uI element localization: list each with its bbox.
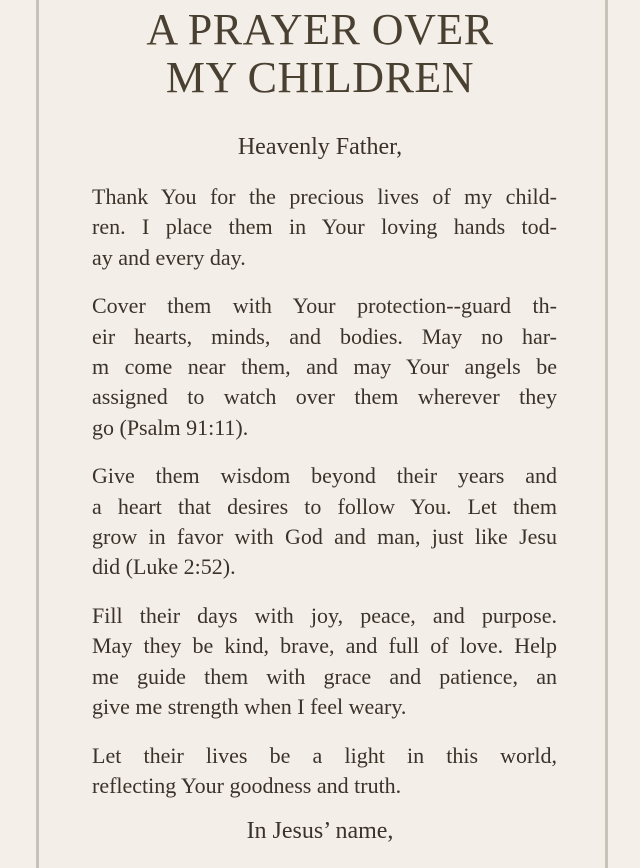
paragraph-line: ren. I place them in Your loving hands tod- [92, 214, 557, 240]
prayer-body [92, 182, 557, 820]
prayer-paragraph [92, 182, 557, 273]
greeting: Heavenly Father, [237, 134, 403, 160]
paragraph-line: did (Luke 2:52). [92, 554, 236, 580]
paragraph-line: a heart that desires to follow You. Let them [92, 493, 557, 519]
paragraph-line: May they be kind, brave, and full of love. Help [92, 633, 557, 659]
paragraph-line: ay and every day. [92, 244, 246, 270]
paragraph-line: grow in favor with God and man, just like Jesu [92, 523, 557, 549]
paragraph-line: give me strength when I feel weary. [92, 693, 407, 719]
paragraph-line: reflecting Your goodness and truth. [92, 773, 402, 799]
prayer-paragraph [92, 741, 557, 802]
prayer-title-line-1: A PRAYER OVER [146, 5, 494, 54]
paragraph-line: Cover them with Your protection--guard th- [92, 293, 557, 319]
paragraph-line: eir hearts, minds, and bodies. May no har- [92, 323, 557, 349]
prayer-title-line-2: MY CHILDREN [165, 53, 475, 102]
paragraph-line: me guide them with grace and patience, an [92, 663, 557, 689]
paragraph-line: go (Psalm 91:11). [92, 414, 249, 440]
prayer-paragraph [92, 601, 557, 722]
paragraph-line: Thank You for the precious lives of my child- [92, 184, 557, 209]
paragraph-line: assigned to watch over them wherever they [92, 384, 557, 410]
paragraph-line: Give them wisdom beyond their years and [92, 463, 557, 489]
paragraph-line: Let their lives be a light in this world, [92, 742, 557, 768]
paragraph-line: Fill their days with joy, peace, and purpose. [92, 603, 557, 629]
prayer-paragraph [92, 291, 557, 442]
closing-line: In Jesus’ name, [246, 818, 394, 844]
paragraph-line: m come near them, and may Your angels be [92, 353, 557, 379]
prayer-paragraph [92, 461, 557, 582]
